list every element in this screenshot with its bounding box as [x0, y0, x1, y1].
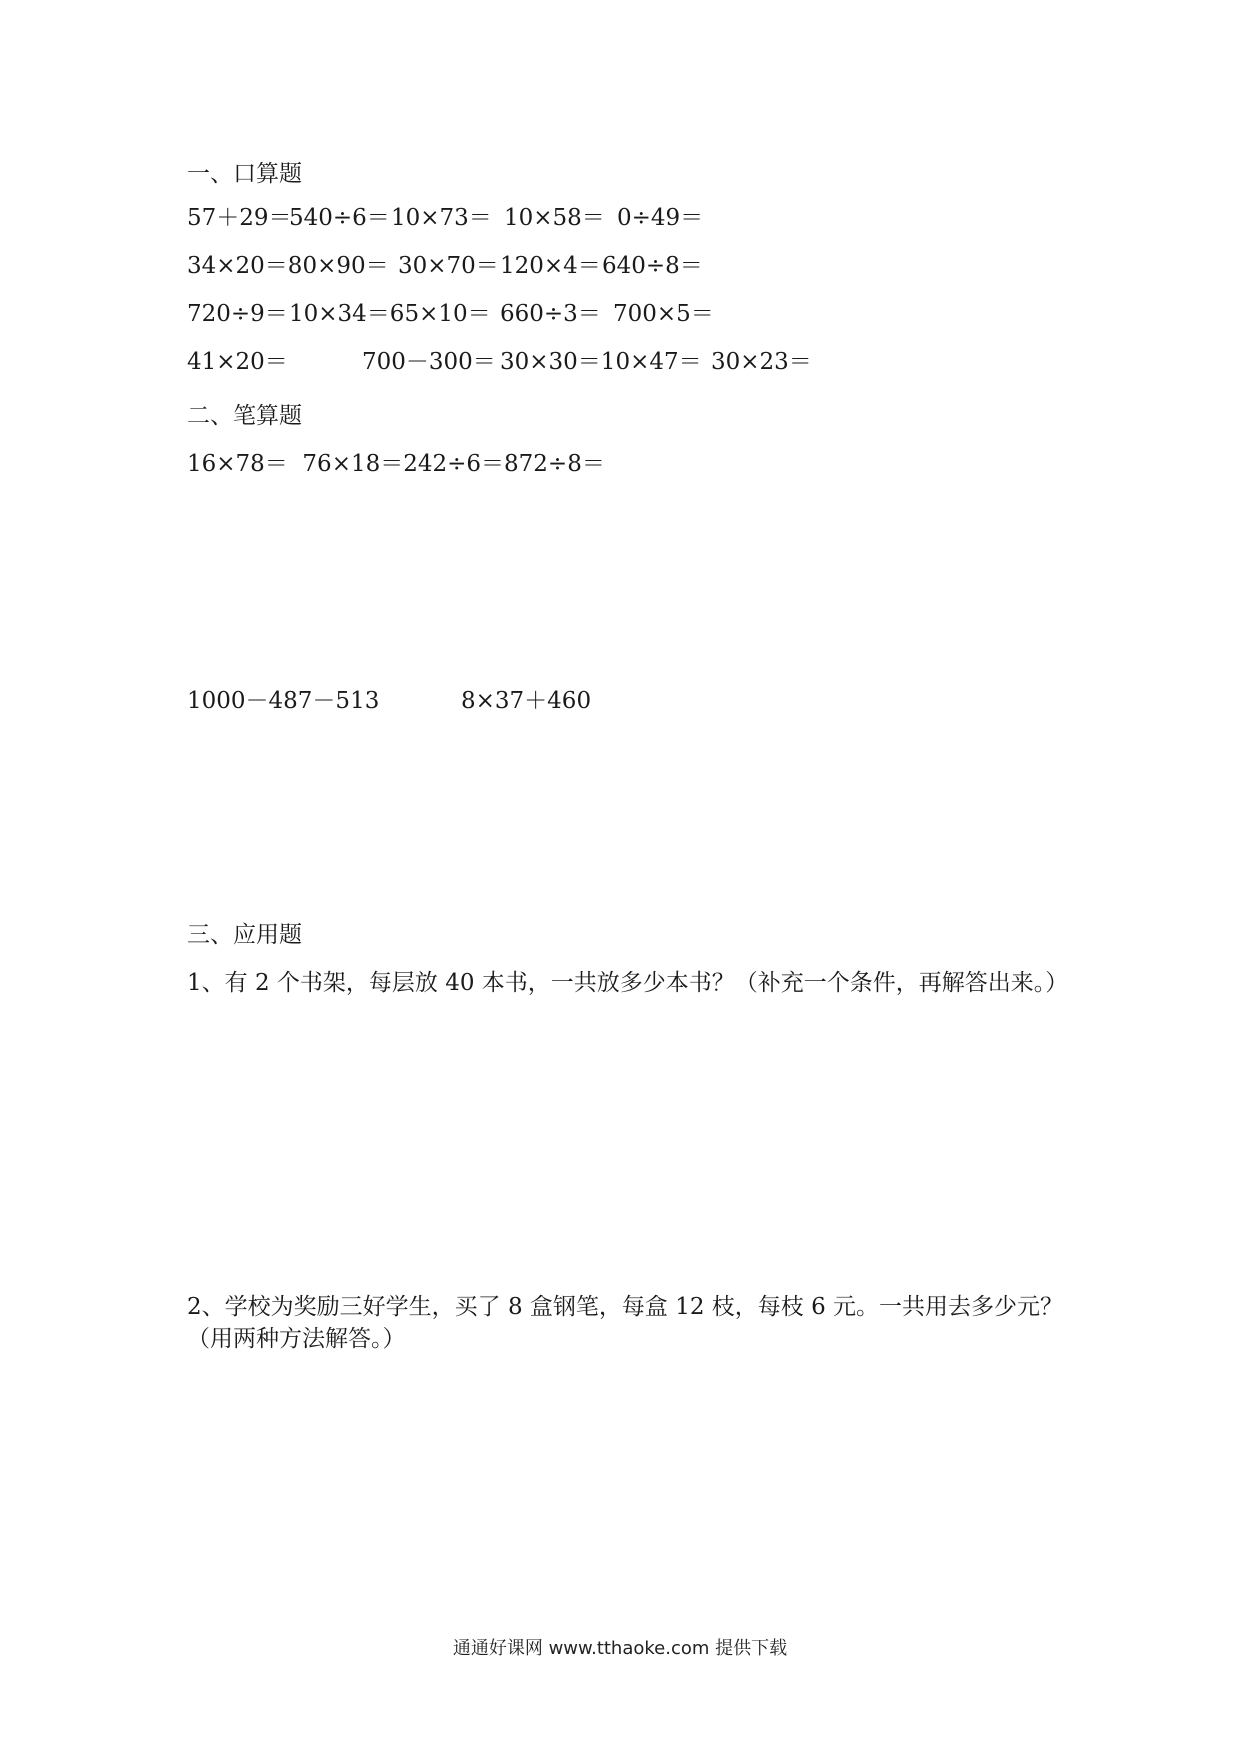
oral-item: 540÷6＝: [289, 205, 390, 231]
oral-item: 30×23＝: [711, 349, 812, 375]
oral-item: 41×20＝: [187, 349, 288, 375]
applied-question-2: 2、学校为奖励三好学生，买了 8 盒钢笔，每盒 12 枝，每枝 6 元。一共用去多少元？（用两种方法解答。）: [187, 1294, 1064, 1352]
applied-question-1: 1、有 2 个书架，每层放 40 本书，一共放多少本书？（补充一个条件，再解答出来。）: [187, 970, 1069, 996]
oral-item: 700－300＝: [362, 349, 496, 375]
footer-text: 通通好课网 www.tthaoke.com 提供下载: [452, 1638, 788, 1659]
written-item: 8×37＋460: [461, 688, 592, 714]
section-heading-applied: 三、应用题: [187, 922, 302, 948]
oral-row-3: [187, 298, 714, 330]
oral-item: 700×5＝: [613, 301, 714, 327]
oral-item: 660÷3＝: [500, 301, 601, 327]
oral-item: 640÷8＝: [602, 253, 703, 279]
oral-item: 0÷49＝: [617, 205, 704, 231]
section-heading-written: 二、笔算题: [187, 403, 302, 429]
written-item: 1000－487－513: [187, 688, 380, 714]
oral-item: 10×34＝65×10＝: [289, 301, 491, 327]
oral-item: 34×20＝80×90＝: [187, 253, 389, 279]
oral-item: 10×73＝: [391, 205, 492, 231]
oral-row-1: [187, 202, 703, 234]
oral-row-2: [187, 250, 703, 282]
oral-item: 720÷9＝: [187, 301, 288, 327]
oral-item: 57＋29＝: [187, 205, 292, 231]
oral-item: 10×58＝: [504, 205, 605, 231]
written-row-2: [187, 685, 591, 717]
oral-item: 30×70＝: [398, 253, 499, 279]
written-row-1: 16×78＝ 76×18＝242÷6＝872÷8＝: [187, 451, 605, 477]
oral-row-4: [187, 346, 812, 378]
section-heading-oral: 一、口算题: [187, 161, 302, 187]
oral-item: 30×30＝10×47＝: [500, 349, 702, 375]
oral-item: 120×4＝: [500, 253, 601, 279]
